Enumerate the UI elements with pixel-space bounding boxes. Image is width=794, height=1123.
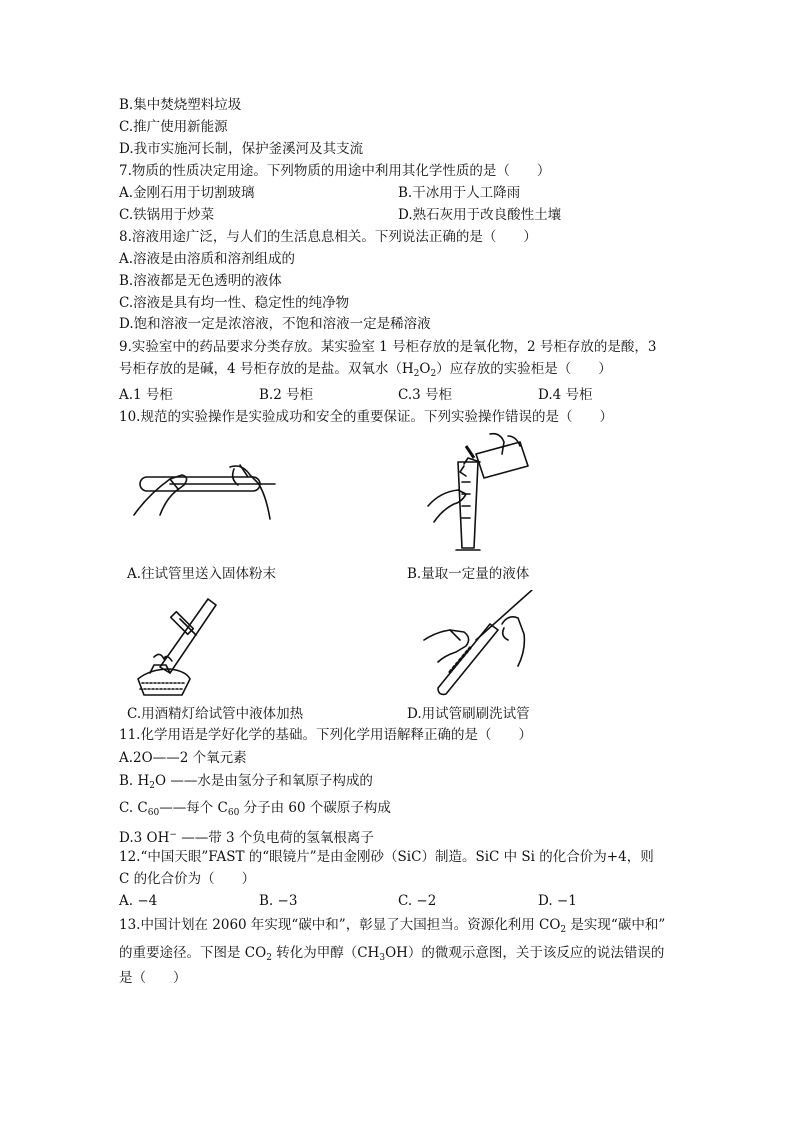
question-13-line1: 13.中国计划在 2060 年实现“碳中和”，彰显了大国担当。资源化利用 $CO_2$ 是实现“碳中和” [119, 917, 666, 935]
question-13-line3: 是（ ） [119, 970, 187, 986]
option-11a: A.2O——2 个氧元素 [119, 750, 247, 766]
question-7: 7.物质的性质决定用途。下列物质的用途中利用其化学性质的是（ ） [119, 163, 551, 179]
option-12d: D. −1 [538, 893, 577, 909]
question-12-line2: C 的化合价为（ ） [119, 871, 256, 887]
option-12b: B. −3 [259, 893, 298, 909]
question-9-line2: 号柜存放的是碱，4 号柜存放的是盐。双氧水$(H_2O_2)$应存放的实验柜是（ ） [119, 361, 612, 379]
option-8d: D.饱和溶液一定是浓溶液，不饱和溶液一定是稀溶液 [119, 316, 431, 332]
question-10: 10.规范的实验操作是实验成功和安全的重要保证。下列实验操作错误的是（ ） [119, 409, 613, 425]
option-9a: A.1 号柜 [119, 387, 173, 403]
caption-d: D.用试管刷刷洗试管 [407, 706, 530, 722]
figure-measure-liquid [420, 432, 540, 556]
option-8a: A.溶液是由溶质和溶剂组成的 [119, 251, 296, 267]
option-9c: C.3 号柜 [398, 387, 453, 403]
option-8c: C.溶液是具有均一性、稳定性的纯净物 [119, 295, 350, 311]
option-8b: B.溶液都是无色透明的液体 [119, 273, 282, 289]
option-11c: C. $C_{60}——$每个 $C_{60}$ 分子由 60 个碳原子构成 [119, 800, 391, 818]
question-13-line2: 的重要途径。下图是 $CO_2$ 转化为甲醇$(CH_3OH)$的微观示意图，关于该反应的说法错误的 [119, 945, 665, 963]
option-6c: C.推广使用新能源 [119, 119, 228, 135]
option-12a: A. −4 [119, 893, 158, 909]
option-9d: D.4 号柜 [538, 387, 593, 403]
option-6d: D.我市实施河长制，保护釜溪河及其支流 [119, 141, 364, 157]
question-9-line1: 9.实验室中的药品要求分类存放。某实验室 1 号柜存放的是氧化物，2 号柜存放的是酸，3 [119, 339, 657, 355]
figure-powder-into-tube [130, 455, 280, 535]
question-11: 11.化学用语是学好化学的基础。下列化学用语解释正确的是（ ） [119, 727, 532, 743]
option-11d: D.3 OH− ——带 3 个负电荷的氢氧根离子 [119, 830, 374, 846]
caption-c: C.用酒精灯给试管中液体加热 [127, 706, 304, 722]
figure-alcohol-lamp [130, 595, 230, 701]
caption-a: A.往试管里送入固体粉末 [127, 566, 277, 582]
option-12c: C. −2 [398, 893, 437, 909]
option-7b: B.干冰用于人工降雨 [398, 185, 521, 201]
caption-b: B.量取一定量的液体 [407, 566, 530, 582]
option-7d: D.熟石灰用于改良酸性土壤 [398, 207, 562, 223]
figure-tube-brush [420, 590, 540, 700]
question-8: 8.溶液用途广泛，与人们的生活息息相关。下列说法正确的是（ ） [119, 229, 537, 245]
option-9b: B.2 号柜 [259, 387, 314, 403]
option-7c: C.铁锅用于炒菜 [119, 207, 215, 223]
option-11b: B. $H_2O$ ——水是由氢分子和氧原子构成的 [119, 773, 373, 791]
option-6b: B.集中焚烧塑料垃圾 [119, 97, 242, 113]
question-12-line1: 12.“中国天眼”FAST 的“眼镜片”是由金刚砂（SiC）制造。SiC 中 Si 的化合价为+4，则 [119, 849, 654, 865]
option-7a: A.金刚石用于切割玻璃 [119, 185, 255, 201]
